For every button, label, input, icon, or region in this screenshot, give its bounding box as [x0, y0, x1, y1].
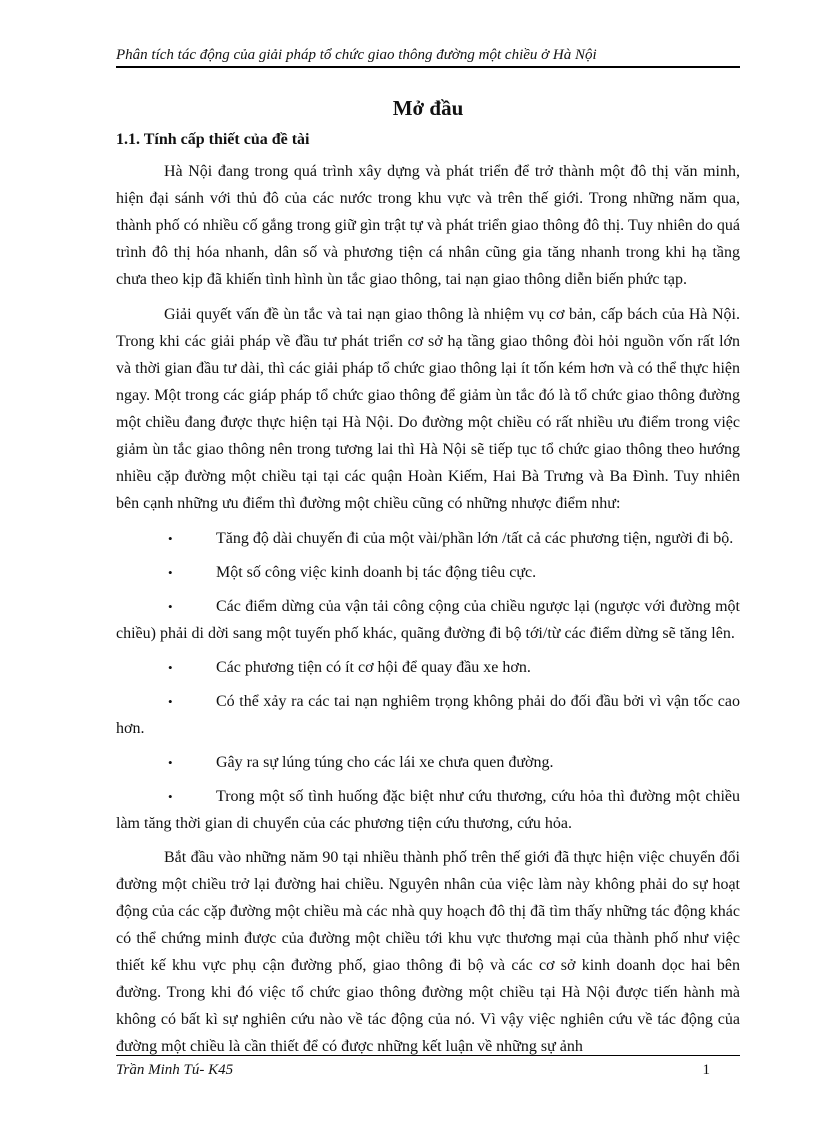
page-number: 1 — [702, 1062, 710, 1078]
document-title: Mở đầu — [392, 96, 464, 120]
bullet-icon: • — [168, 755, 173, 770]
bullet-text: Các phương tiện có ít cơ hội để quay đầu xe hơn. — [216, 659, 531, 676]
bullet-item — [116, 654, 740, 681]
bullet-item — [116, 749, 740, 776]
running-header-title: Phân tích tác động của giải pháp tổ chức giao thông đường một chiều ở Hà Nội — [116, 47, 597, 63]
bullet-text: Gây ra sự lúng túng cho các lái xe chưa quen đường. — [216, 754, 554, 771]
page-body — [116, 94, 740, 1060]
bullet-item — [116, 783, 740, 837]
bullet-item — [116, 688, 740, 742]
bullet-text: Trong một số tình huống đặc biệt như cứu thương, cứu hỏa thì đường một chiều làm tăng thời gian di chuyển của các phương tiện cứu thương, cứu hỏa. — [116, 788, 740, 832]
bullet-icon: • — [168, 694, 173, 709]
bullet-text: Tăng độ dài chuyến đi của một vài/phần lớn /tất cả các phương tiện, người đi bộ. — [216, 530, 734, 547]
body-paragraph-2: Giải quyết vấn đề ùn tắc và tai nạn giao thông là nhiệm vụ cơ bản, cấp bách của Hà Nội. Trong khi các giải pháp về đầu tư phát triển cơ sở hạ tầng giao thông đòi hỏi nguồn vốn rất lớn và thời gian đầu tư dài, thì các giải pháp tổ chức giao thông lại ít tốn kém hơn và có thể thực hiện ngay. Một trong các giáp pháp tổ chức giao thông để giảm ùn tắc đó là tổ chức giao thông đường một chiều đang được thực hiện tại Hà Nội. Do đường một chiều có rất nhiều ưu điểm trong việc giảm ùn tắc giao thông nên trong tương lai thì Hà Nội sẽ tiếp tục tổ chức giao thông theo hướng nhiều cặp đường một chiều tại tại các quận Hoàn Kiếm, Hai Bà Trưng và Ba Đình. Tuy nhiên bên cạnh những ưu điểm thì đường một chiều cũng có những nhược điểm như: — [116, 306, 740, 512]
bullet-text: Các điểm dừng của vận tải công cộng của chiều ngược lại (ngược với đường một chiều) phải di dời sang một tuyến phố khác, quãng đường đi bộ tới/từ các điểm dừng sẽ tăng lên. — [116, 598, 740, 642]
section-heading: 1.1. Tính cấp thiết của đề tài — [116, 131, 310, 148]
bullet-icon: • — [168, 599, 173, 614]
bullet-icon: • — [168, 789, 173, 804]
body-paragraph-1: Hà Nội đang trong quá trình xây dựng và phát triển để trở thành một đô thị văn minh, hiện đại sánh với thủ đô của các nước trong khu vực và trên thế giới. Trong những năm qua, thành phố có nhiều cố gắng trong giữ gìn trật tự và phát triển giao thông đô thị. Tuy nhiên do quá trình đô thị hóa nhanh, dân số và phương tiện cá nhân cũng gia tăng nhanh trong khi hạ tầng chưa theo kịp đã khiến tình hình ùn tắc giao thông, tai nạn giao thông diễn biến phức tạp. — [116, 163, 740, 288]
bullet-item — [116, 525, 740, 552]
footer-author: Trần Minh Tú- K45 — [116, 1062, 234, 1078]
bullet-item — [116, 593, 740, 647]
bullet-text: Một số công việc kinh doanh bị tác động tiêu cực. — [216, 564, 537, 581]
running-header — [116, 45, 740, 68]
bullet-item — [116, 559, 740, 586]
bullet-icon: • — [168, 565, 173, 580]
body-paragraph-3: Bắt đầu vào những năm 90 tại nhiều thành phố trên thế giới đã thực hiện việc chuyển đổi đường một chiều trở lại đường hai chiều. Nguyên nhân của việc làm này không phải do sự hoạt động của các cặp đường một chiều mà các nhà quy hoạch đô thị đã tìm thấy những tác động khác có thể chứng minh được của đường một chiều tới khu vực thương mại của thành phố như việc thiết kế khu vực phụ cận đường phố, giao thông đi bộ và các cơ sở kinh doanh dọc hai bên đường. Trong khi đó việc tổ chức giao thông đường một chiều tại Hà Nội được tiến hành mà không có bất kì sự nghiên cứu nào về tác động của nó. Vì vậy việc nghiên cứu về tác động của đường một chiều là cần thiết để có được những kết luận về những sự ảnh — [116, 849, 740, 1055]
page-footer — [116, 1055, 740, 1080]
bullet-icon: • — [168, 660, 173, 675]
bullet-icon: • — [168, 531, 173, 546]
bullet-text: Có thể xảy ra các tai nạn nghiêm trọng không phải do đối đầu bởi vì vận tốc cao hơn. — [116, 693, 740, 737]
